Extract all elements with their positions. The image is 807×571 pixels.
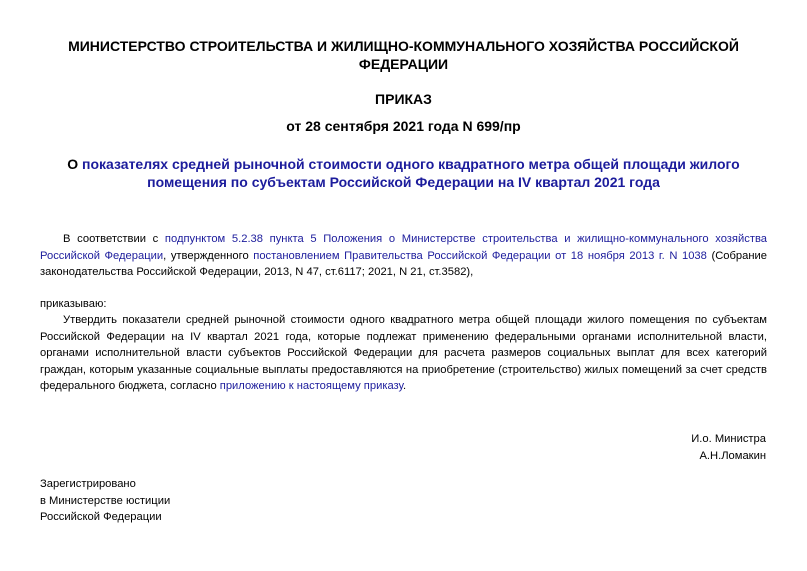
p1-text-1: В соответствии с xyxy=(63,233,165,245)
signature-name: А.Н.Ломакин xyxy=(699,449,766,462)
prikazyvayu-label: приказываю: xyxy=(40,298,107,310)
signature-block xyxy=(691,431,766,464)
regulation-link[interactable]: подпунктом 5.2.38 пункта 5 Положения о Министерстве строительства и жилищно-коммунального хозяйства Российской Федерации xyxy=(40,233,767,262)
p1-text-3: (Собрание законодательства Российской Федерации, 2013, N 47, ст.6117; 2021, N 21, ст.3582), xyxy=(40,249,767,279)
ministry-title: МИНИСТЕРСТВО СТРОИТЕЛЬСТВА И ЖИЛИЩНО-КОММУНАЛЬНОГО ХОЗЯЙСТВА РОССИЙСКОЙ ФЕДЕРАЦИИ xyxy=(68,38,739,72)
p1-text-2: , утвержденного xyxy=(163,249,254,262)
paragraph-approve xyxy=(40,312,767,395)
registration-line-1: Зарегистрировано xyxy=(40,478,136,490)
resolution-link[interactable]: постановлением Правительства Российской Федерации от 18 ноября 2013 г. N 1038 xyxy=(253,249,707,262)
document-subject xyxy=(60,155,747,191)
p2-text-2: . xyxy=(403,380,407,393)
appendix-link[interactable]: приложению к настоящему приказу xyxy=(219,380,404,393)
document-date-number: от 28 сентября 2021 года N 699/пр xyxy=(286,118,521,134)
registration-line-2: в Министерстве юстиции xyxy=(40,494,171,507)
subject-link[interactable]: показателях средней рыночной стоимости одного квадратного метра общей площади жилого помещения по субъектам Российской Федерации на IV квартал 2021 года xyxy=(82,156,740,190)
registration-line-3: Российской Федерации xyxy=(40,511,162,524)
p2-text-1: Утвердить показатели средней рыночной стоимости одного квадратного метра общей площади жилого помещения по субъектам Российской Федерации на IV квартал 2021 года, которые подлежат применению федеральными органами исполнительной власти, органами исполнительной власти субъектов Российской Федерации для расчета размеров социальных выплат для всех категорий граждан, которым указанные социальные выплаты предоставляются на приобретение (строительство) жилых помещений за счет средств федерального бюджета, согласно xyxy=(40,314,767,393)
document-type: ПРИКАЗ xyxy=(375,91,432,107)
signature-position: И.о. Министра xyxy=(691,433,766,445)
paragraph-basis xyxy=(40,231,767,281)
registration-block xyxy=(40,476,170,526)
subject-prefix: О xyxy=(67,156,83,172)
